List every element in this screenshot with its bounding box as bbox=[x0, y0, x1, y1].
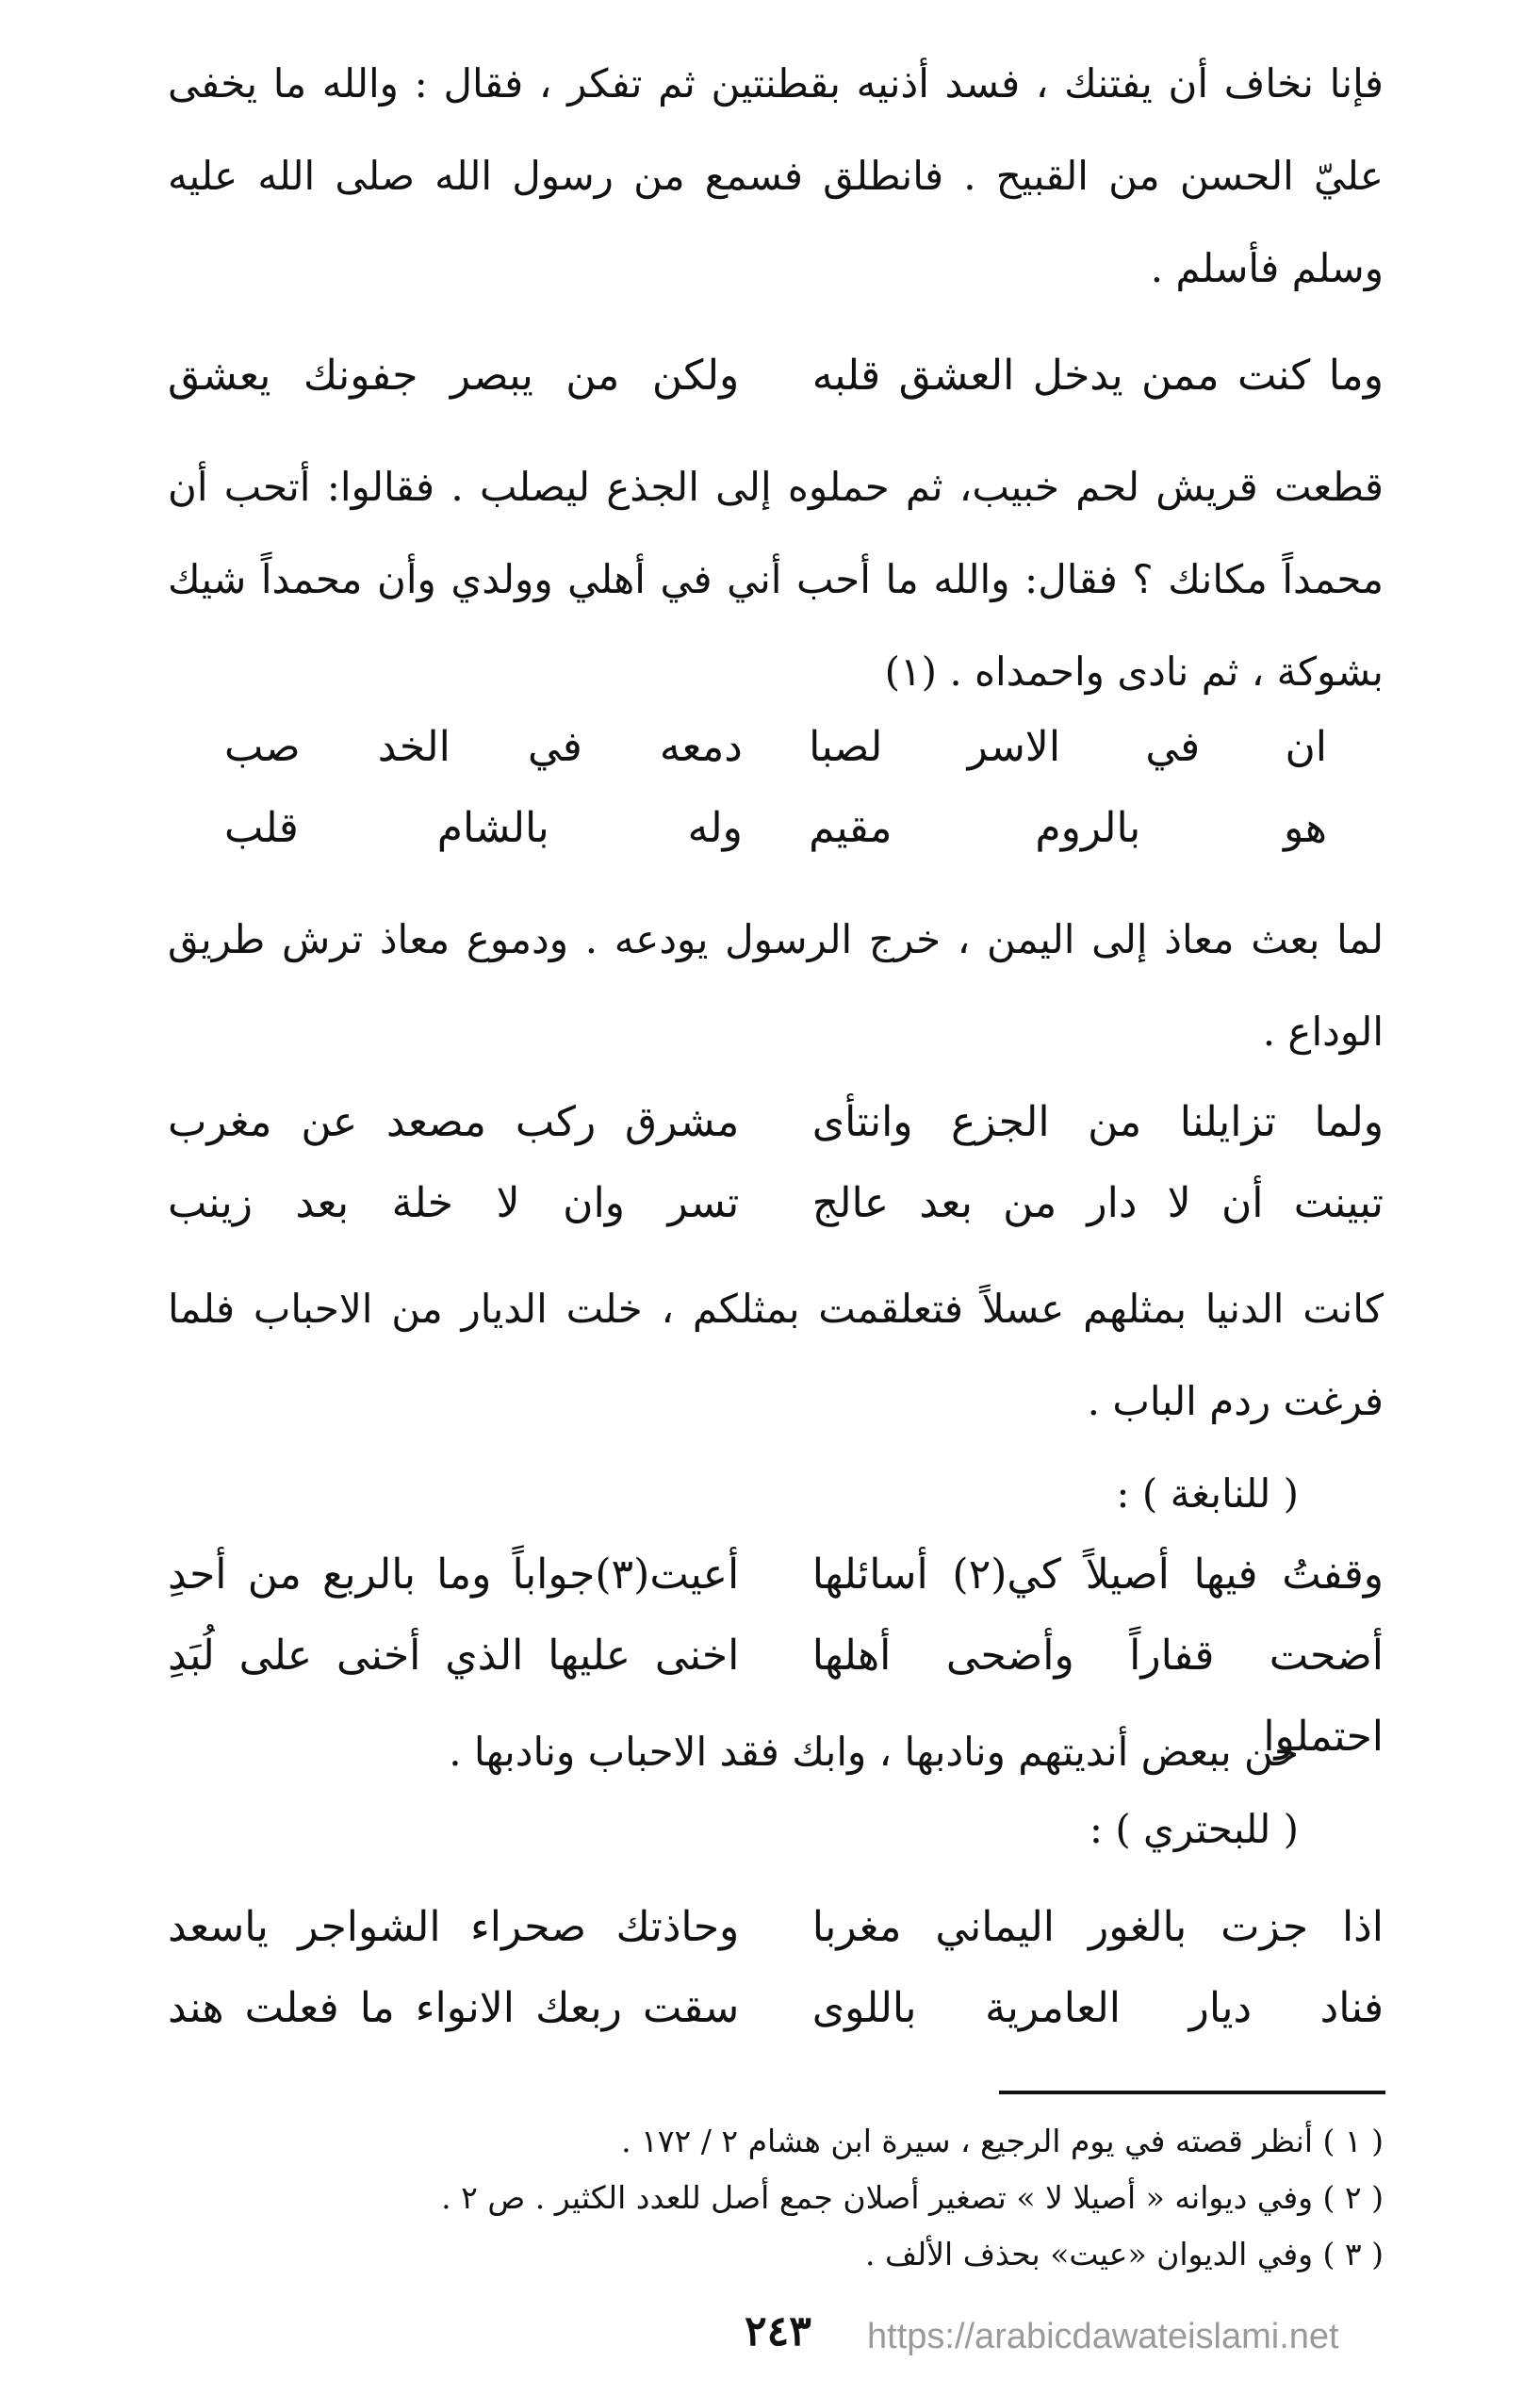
hemistich-first: تبينت أن لا دار من بعد عالج bbox=[811, 1179, 1384, 1227]
footnote-2: ( ٢ ) وفي ديوانه « أصيلا لا » تصغير أصلان جمع أصل للعدد الكثير . ص ٢ . bbox=[441, 2179, 1384, 2216]
verse-line bbox=[168, 1163, 1384, 1244]
paragraph-3-block bbox=[168, 894, 1384, 1078]
poet-heading-nabigha: ( للنابغة ) : bbox=[1116, 1470, 1299, 1517]
watermark-url: https://arabicdawateislami.net bbox=[867, 2317, 1339, 2356]
verse-block-3 bbox=[168, 1082, 1384, 1244]
verse-line bbox=[168, 336, 1384, 417]
hemistich-second: وحاذتك صحراء الشواجر ياسعد bbox=[168, 1903, 740, 1951]
hemistich-second: أعيت(٣)جواباً وما بالربع من أحدِ bbox=[168, 1550, 740, 1599]
paragraph-4: كانت الدنيا بمثلهم عسلاً فتعلقمت بمثلكم ، خلت الديار من الاحباب فلما فرغت ردم الباب . bbox=[168, 1286, 1384, 1424]
verse-line bbox=[168, 1887, 1384, 1968]
hemistich-second: ولكن من يبصر جفونك يعشق bbox=[168, 352, 740, 400]
hemistich-first: هو بالروم مقيم bbox=[809, 804, 1327, 852]
verse-line bbox=[224, 707, 1327, 788]
paragraph-2-block bbox=[168, 441, 1384, 718]
hemistich-second: مشرق ركب مصعد عن مغرب bbox=[168, 1098, 740, 1146]
hemistich-first: فناد ديار العامرية باللوى bbox=[811, 1984, 1384, 2032]
page-number: ٢٤٣ bbox=[745, 2307, 811, 2355]
hemistich-second: سقت ربعك الانواء ما فعلت هند bbox=[168, 1984, 740, 2032]
verse-line bbox=[168, 1534, 1384, 1616]
paragraph-5: حن ببعض أنديتهم ونادبها ، وابك فقد الاحباب ونادبها . bbox=[449, 1729, 1299, 1775]
hemistich-first: أضحت قفاراً وأضحى أهلها احتملوا bbox=[811, 1632, 1384, 1761]
hemistich-first: ان في الاسر لصبا bbox=[809, 723, 1327, 771]
hemistich-second: وله بالشام قلب bbox=[224, 804, 743, 852]
verse-line bbox=[168, 1968, 1384, 2049]
paragraph-2: قطعت قريش لحم خبيب، ثم حملوه إلى الجذع ليصلب . فقالوا: أتحب أن محمداً مكانك ؟ فقال: والله ما أحب أني في أهلي وولدي وأن محمداً شيك بشوكة ، ثم نادى واحمداه . (١) bbox=[168, 464, 1384, 695]
verse-line bbox=[224, 788, 1327, 869]
verse-block-1 bbox=[168, 336, 1384, 417]
paragraph-3: لما بعث معاذ إلى اليمن ، خرج الرسول يودعه . ودموع معاذ ترش طريق الوداع . bbox=[168, 916, 1384, 1055]
footnote-3: ( ٣ ) وفي الديوان «عيت» بحذف الألف . bbox=[865, 2236, 1384, 2272]
footnote-1: ( ١ ) أنظر قصته في يوم الرجيع ، سيرة ابن هشام ٢ / ١٧٢ . bbox=[621, 2123, 1384, 2159]
verse-block-5 bbox=[168, 1887, 1384, 2049]
poet-heading-buhturi: ( للبحتري ) : bbox=[1089, 1806, 1299, 1852]
paragraph-1: فإنا نخاف أن يفتنك ، فسد أذنيه بقطنتين ثم تفكر ، فقال : والله ما يخفى عليّ الحسن من القبيح . فانطلق فسمع من رسول الله صلى الله عليه وسلم فأسلم . bbox=[168, 60, 1384, 291]
verse-block-2 bbox=[168, 707, 1384, 869]
poet-heading-1-block bbox=[168, 1448, 1384, 1540]
verse-line bbox=[168, 1082, 1384, 1163]
footnote-divider bbox=[999, 2091, 1385, 2094]
paragraph-4-block bbox=[168, 1263, 1384, 1448]
footnotes bbox=[168, 2113, 1384, 2283]
hemistich-second: دمعه في الخد صب bbox=[224, 723, 743, 771]
hemistich-first: وقفتُ فيها أصيلاً كي(٢) أسائلها bbox=[811, 1550, 1384, 1599]
paragraph-5-block bbox=[168, 1714, 1384, 1868]
hemistich-second: اخنى عليها الذي أخنى على لُبَدِ bbox=[168, 1632, 740, 1680]
hemistich-first: ولما تزايلنا من الجزع وانتأى bbox=[811, 1098, 1384, 1146]
hemistich-second: تسر وان لا خلة بعد زينب bbox=[168, 1179, 740, 1227]
hemistich-first: وما كنت ممن يدخل العشق قلبه bbox=[811, 352, 1384, 400]
main-text bbox=[168, 38, 1384, 315]
hemistich-first: اذا جزت بالغور اليماني مغربا bbox=[811, 1903, 1384, 1951]
